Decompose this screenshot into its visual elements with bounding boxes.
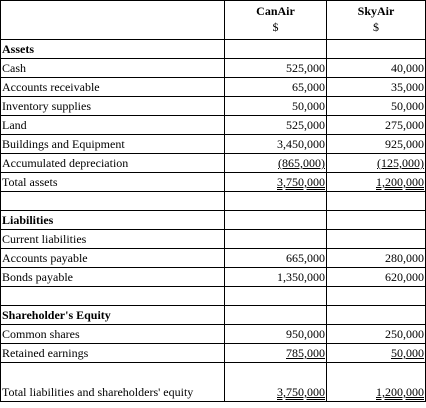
empty-cell — [225, 40, 327, 59]
canair-value: 950,000 — [225, 325, 327, 344]
canair-name: CanAir — [256, 4, 295, 18]
row-label: Inventory supplies — [1, 97, 225, 116]
empty-cell — [225, 306, 327, 325]
row-buildings-equipment — [1, 135, 426, 154]
row-label: Cash — [1, 59, 225, 78]
skyair-value — [327, 173, 426, 192]
canair-currency: $ — [272, 20, 279, 34]
canair-value: 665,000 — [225, 249, 327, 268]
canair-value — [225, 344, 327, 363]
section-row-equity — [1, 306, 426, 325]
canair-value-text: 3,750,000 — [277, 385, 325, 399]
empty-cell — [327, 40, 426, 59]
skyair-name: SkyAir — [357, 4, 395, 18]
row-bonds-payable — [1, 268, 426, 287]
row-label: Land — [1, 116, 225, 135]
row-common-shares — [1, 325, 426, 344]
skyair-value-text: (125,000) — [377, 156, 424, 170]
row-label: Accumulated depreciation — [1, 154, 225, 173]
skyair-value: 280,000 — [327, 249, 426, 268]
empty-cell — [225, 192, 327, 211]
skyair-value: 35,000 — [327, 78, 426, 97]
empty-cell — [225, 211, 327, 230]
empty-cell — [1, 287, 225, 306]
row-label: Bonds payable — [1, 268, 225, 287]
skyair-value-text: 50,000 — [391, 346, 424, 360]
skyair-value: 50,000 — [327, 97, 426, 116]
row-inventory-supplies — [1, 97, 426, 116]
skyair-value: 275,000 — [327, 116, 426, 135]
row-current-liabilities — [1, 230, 426, 249]
header-row — [1, 1, 426, 40]
header-canair — [225, 1, 327, 40]
skyair-value-text: 1,200,000 — [376, 175, 424, 189]
skyair-value: 925,000 — [327, 135, 426, 154]
canair-value — [225, 173, 327, 192]
skyair-value — [327, 344, 426, 363]
canair-value: 1,350,000 — [225, 268, 327, 287]
empty-cell — [327, 192, 426, 211]
skyair-value: 620,000 — [327, 268, 426, 287]
section-title-liabilities: Liabilities — [1, 211, 225, 230]
canair-value-text: (865,000) — [278, 156, 325, 170]
spacer-row — [1, 287, 426, 306]
row-label: Total liabilities and shareholders' equity — [1, 363, 225, 402]
section-row-liabilities — [1, 211, 426, 230]
row-total-liabilities-equity — [1, 363, 426, 402]
row-accounts-payable — [1, 249, 426, 268]
header-skyair — [327, 1, 426, 40]
row-label: Common shares — [1, 325, 225, 344]
skyair-value: 40,000 — [327, 59, 426, 78]
row-total-assets — [1, 173, 426, 192]
empty-cell — [225, 230, 327, 249]
empty-cell — [327, 306, 426, 325]
empty-cell — [327, 211, 426, 230]
row-land — [1, 116, 426, 135]
canair-value: 50,000 — [225, 97, 327, 116]
canair-value-text: 3,750,000 — [277, 175, 325, 189]
row-retained-earnings — [1, 344, 426, 363]
empty-cell — [1, 192, 225, 211]
canair-value: 65,000 — [225, 78, 327, 97]
canair-value: 525,000 — [225, 116, 327, 135]
skyair-value-text: 1,200,000 — [376, 385, 424, 399]
header-blank-cell — [1, 1, 225, 40]
row-label: Accounts payable — [1, 249, 225, 268]
section-title-equity: Shareholder's Equity — [1, 306, 225, 325]
row-label: Current liabilities — [1, 230, 225, 249]
empty-cell — [327, 287, 426, 306]
canair-value: 3,450,000 — [225, 135, 327, 154]
row-label: Accounts receivable — [1, 78, 225, 97]
skyair-value: 250,000 — [327, 325, 426, 344]
skyair-currency: $ — [373, 20, 379, 34]
canair-value — [225, 363, 327, 402]
row-cash — [1, 59, 426, 78]
row-label: Total assets — [1, 173, 225, 192]
empty-cell — [327, 230, 426, 249]
row-accounts-receivable — [1, 78, 426, 97]
row-label: Retained earnings — [1, 344, 225, 363]
spacer-row — [1, 192, 426, 211]
row-label: Buildings and Equipment — [1, 135, 225, 154]
canair-value — [225, 154, 327, 173]
skyair-value — [327, 363, 426, 402]
skyair-value — [327, 154, 426, 173]
empty-cell — [225, 287, 327, 306]
section-title-assets: Assets — [1, 40, 225, 59]
section-row-assets — [1, 40, 426, 59]
canair-value-text: 785,000 — [286, 346, 325, 360]
canair-value: 525,000 — [225, 59, 327, 78]
row-accumulated-depreciation — [1, 154, 426, 173]
